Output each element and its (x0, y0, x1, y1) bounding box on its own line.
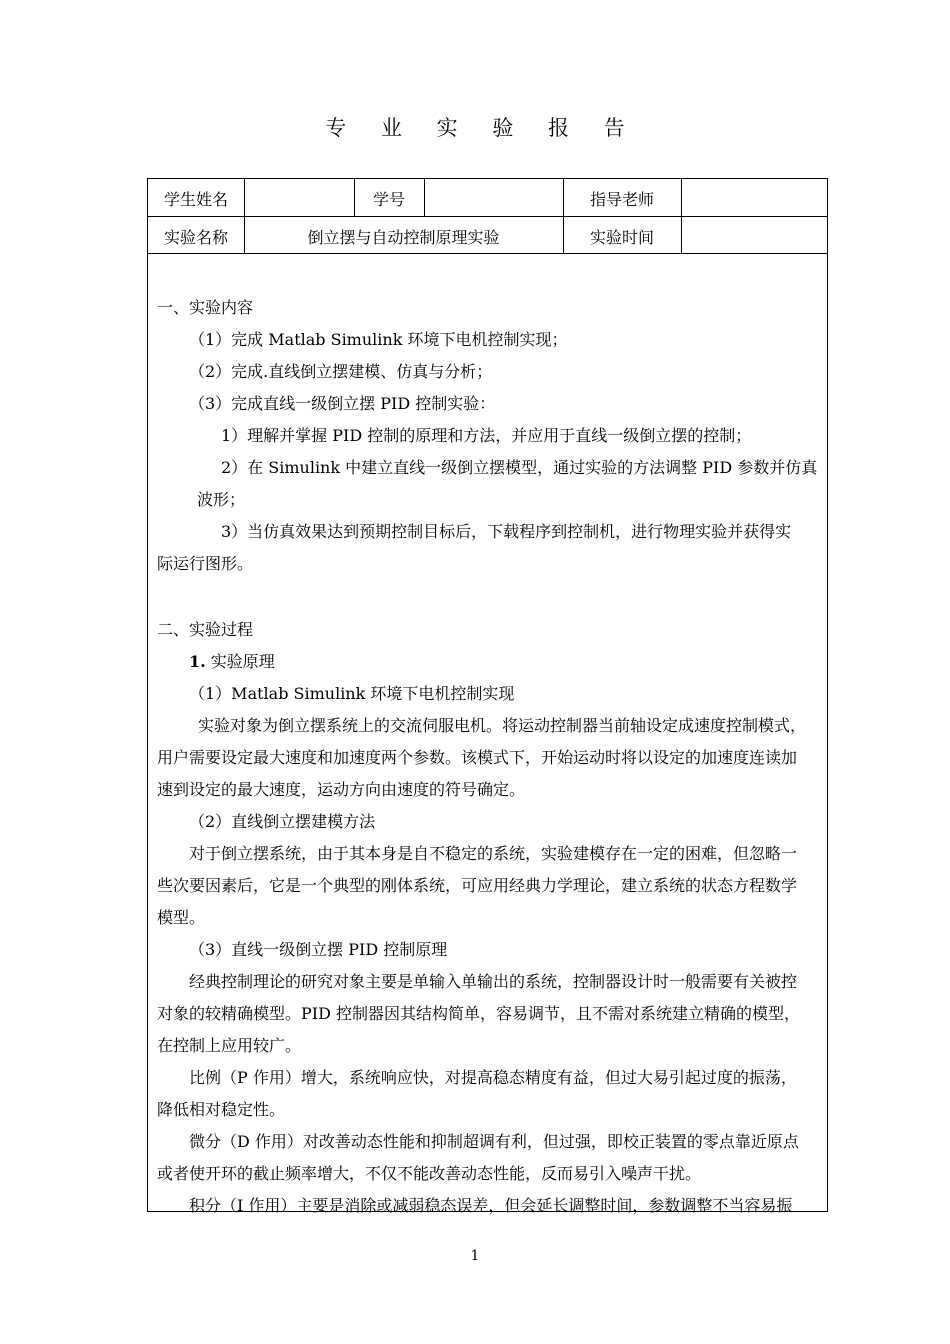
section-heading: 二、实验过程 (157, 620, 254, 639)
row-divider (148, 253, 827, 254)
experiment-name-field[interactable]: 倒立摆与自动控制原理实验 (307, 228, 500, 247)
paragraph-line: 实验对象为倒立摆系统上的交流伺服电机。将运动控制器当前轴设定成速度控制模式， (198, 716, 807, 735)
paragraph-line: 模型。 (157, 908, 206, 927)
column-divider (681, 179, 682, 253)
section-heading: 一、实验内容 (157, 298, 254, 317)
content-subitem: 波形； (197, 490, 246, 509)
report-table (147, 178, 828, 1215)
paragraph-line: 些次要因素后，它是一个典型的刚体系统，可应用经典力学理论，建立系统的状态方程数学 (157, 876, 798, 895)
paragraph-line: 积分（I 作用）主要是消除或减弱稳态误差，但会延长调整时间，参数调整不当容易振 (189, 1196, 793, 1215)
part-title: （2）直线倒立摆建模方法 (189, 812, 376, 831)
content-subitem: 2）在 Simulink 中建立直线一级倒立摆模型，通过实验的方法调整 PID 参数并仿真 (221, 458, 818, 477)
part-title: （1）Matlab Simulink 环境下电机控制实现 (189, 684, 515, 703)
paragraph-line: 经典控制理论的研究对象主要是单输入单输出的系统，控制器设计时一般需要有关被控 (189, 972, 798, 991)
column-divider (424, 179, 425, 216)
spacer (157, 580, 821, 614)
page-number: 1 (470, 1248, 480, 1264)
paragraph-line: 速到设定的最大速度，运动方向由速度的符号确定。 (157, 780, 526, 799)
paragraph-line: 用户需要设定最大速度和加速度两个参数。该模式下，开始运动时将以设定的加速度连读加 (157, 748, 798, 767)
paragraph-line: 比例（P 作用）增大，系统响应快，对提高稳态精度有益，但过大易引起过度的振荡， (189, 1068, 797, 1087)
content-subitem: 际运行图形。 (157, 554, 254, 573)
paragraph-line: 对象的较精确模型。PID 控制器因其结构简单，容易调节，且不需对系统建立精确的模型， (157, 1004, 801, 1023)
column-divider (244, 179, 245, 216)
experiment-name-label: 实验名称 (163, 228, 228, 247)
page-title: 专 业 实 验 报 告 (325, 116, 639, 140)
advisor-label: 指导老师 (589, 190, 654, 209)
content-item: （3）完成直线一级倒立摆 PID 控制实验： (189, 394, 496, 413)
content-item: （2）完成.直线倒立摆建模、仿真与分析； (189, 362, 493, 381)
student-id-label: 学号 (372, 190, 405, 209)
student-name-label: 学生姓名 (163, 190, 228, 209)
subsection-number: 1. (189, 652, 206, 671)
experiment-time-label: 实验时间 (589, 228, 654, 247)
content-subitem: 1）理解并掌握 PID 控制的原理和方法，并应用于直线一级倒立摆的控制； (221, 426, 752, 445)
paragraph-line: 或者使开环的截止频率增大，不仅不能改善动态性能，反而易引入噪声干扰。 (157, 1164, 702, 1183)
row-divider (148, 216, 827, 217)
paragraph-line: 降低相对稳定性。 (157, 1100, 286, 1119)
content-item: （1）完成 Matlab Simulink 环境下电机控制实现； (189, 330, 568, 349)
part-title: （3）直线一级倒立摆 PID 控制原理 (189, 940, 448, 959)
subsection-heading (157, 646, 821, 678)
report-body (157, 292, 821, 1222)
paragraph-line: 对于倒立摆系统，由于其本身是自不稳定的系统，实验建模存在一定的困难，但忽略一 (189, 844, 798, 863)
content-subitem: 3）当仿真效果达到预期控制目标后，下载程序到控制机，进行物理实验并获得实 (221, 522, 792, 541)
paragraph-line: 在控制上应用较广。 (157, 1036, 302, 1055)
paragraph-line: 微分（D 作用）对改善动态性能和抑制超调有利，但过强，即校正装置的零点靠近原点 (189, 1132, 799, 1151)
subsection-title: 实验原理 (210, 652, 275, 671)
